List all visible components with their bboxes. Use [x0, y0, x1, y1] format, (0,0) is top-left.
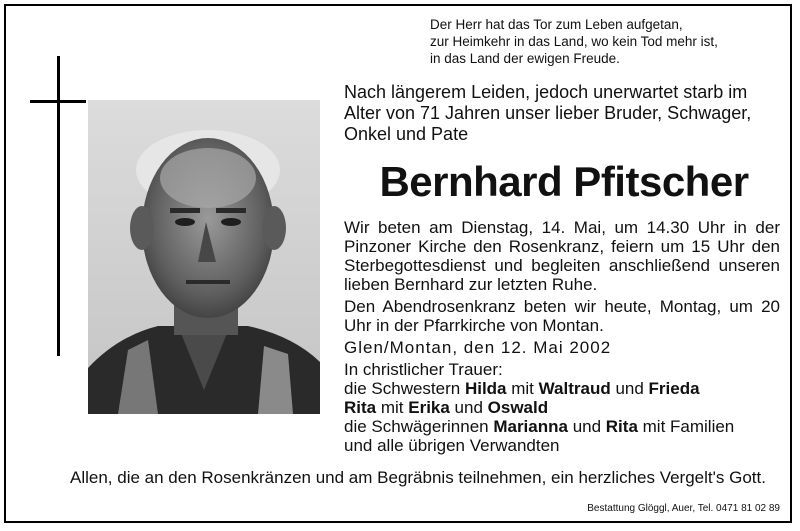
intro-line: Onkel und Pate: [344, 124, 469, 144]
mourners-line: und alle übrigen Verwandten: [344, 436, 560, 455]
mourner-name: Marianna: [493, 417, 568, 436]
obituary-notice: [4, 4, 792, 523]
verse-line: in das Land der ewigen Freude.: [430, 51, 620, 66]
verse-line: zur Heimkehr in das Land, wo kein Tod mehr ist,: [430, 34, 718, 49]
verse-line: Der Herr hat das Tor zum Leben aufgetan,: [430, 17, 683, 32]
mourner-name: Rita: [344, 398, 377, 417]
evening-rosary-paragraph: Den Abendrosenkranz beten wir heute, Montag, um 20 Uhr in der Pfarrkirche von Montan.: [344, 297, 780, 335]
mourners-line: [344, 417, 780, 436]
mourners-text: mit: [506, 379, 539, 398]
mourner-name: Hilda: [464, 379, 507, 398]
thanks-text: Allen, die an den Rosenkränzen und am Begräbnis teilnehmen, ein herzliches Vergelt's Gott.: [70, 468, 766, 487]
mourner-name: Waltraud: [538, 379, 611, 398]
mourners-line: [344, 398, 780, 417]
cross-icon-bar: [30, 100, 86, 103]
mourners-text: mit: [376, 398, 409, 417]
mourners-text: die Schwägerinnen: [344, 417, 494, 436]
intro-line: Alter von 71 Jahren unser lieber Bruder, Schwager,: [344, 103, 752, 123]
mourners-text: und: [567, 417, 606, 436]
mourner-name: Rita: [605, 417, 638, 436]
portrait-photo: [88, 100, 320, 414]
mourner-name: Frieda: [648, 379, 700, 398]
mourners-text: die Schwestern: [344, 379, 465, 398]
mourners-text: und: [449, 398, 488, 417]
service-paragraph: Wir beten am Dienstag, 14. Mai, um 14.30 Uhr in der Pinzoner Kirche den Rosenkranz, feiern um 15 Uhr den Sterbegottesdienst und begleiten anschließend unseren lieben Bernhard zur letzten Ruhe.: [344, 218, 780, 294]
intro-text: [344, 82, 784, 145]
place-and-date: Glen/Montan, den 12. Mai 2002: [344, 338, 612, 357]
mourner-name: Erika: [408, 398, 450, 417]
mourners-text: und: [610, 379, 649, 398]
undertaker-credit: Bestattung Glöggl, Auer, Tel. 0471 81 02 89: [587, 503, 780, 514]
portrait-image: [88, 100, 320, 414]
mourners-text: mit Familien: [637, 417, 735, 436]
bible-verse: [430, 16, 780, 67]
mourners-line: [344, 379, 780, 398]
deceased-name: Bernhard Pfitscher: [379, 158, 749, 205]
mourners-heading: In christlicher Trauer:: [344, 360, 503, 379]
service-details: [344, 218, 780, 455]
intro-line: Nach längerem Leiden, jedoch unerwartet starb im: [344, 82, 748, 102]
mourner-name: Oswald: [487, 398, 549, 417]
